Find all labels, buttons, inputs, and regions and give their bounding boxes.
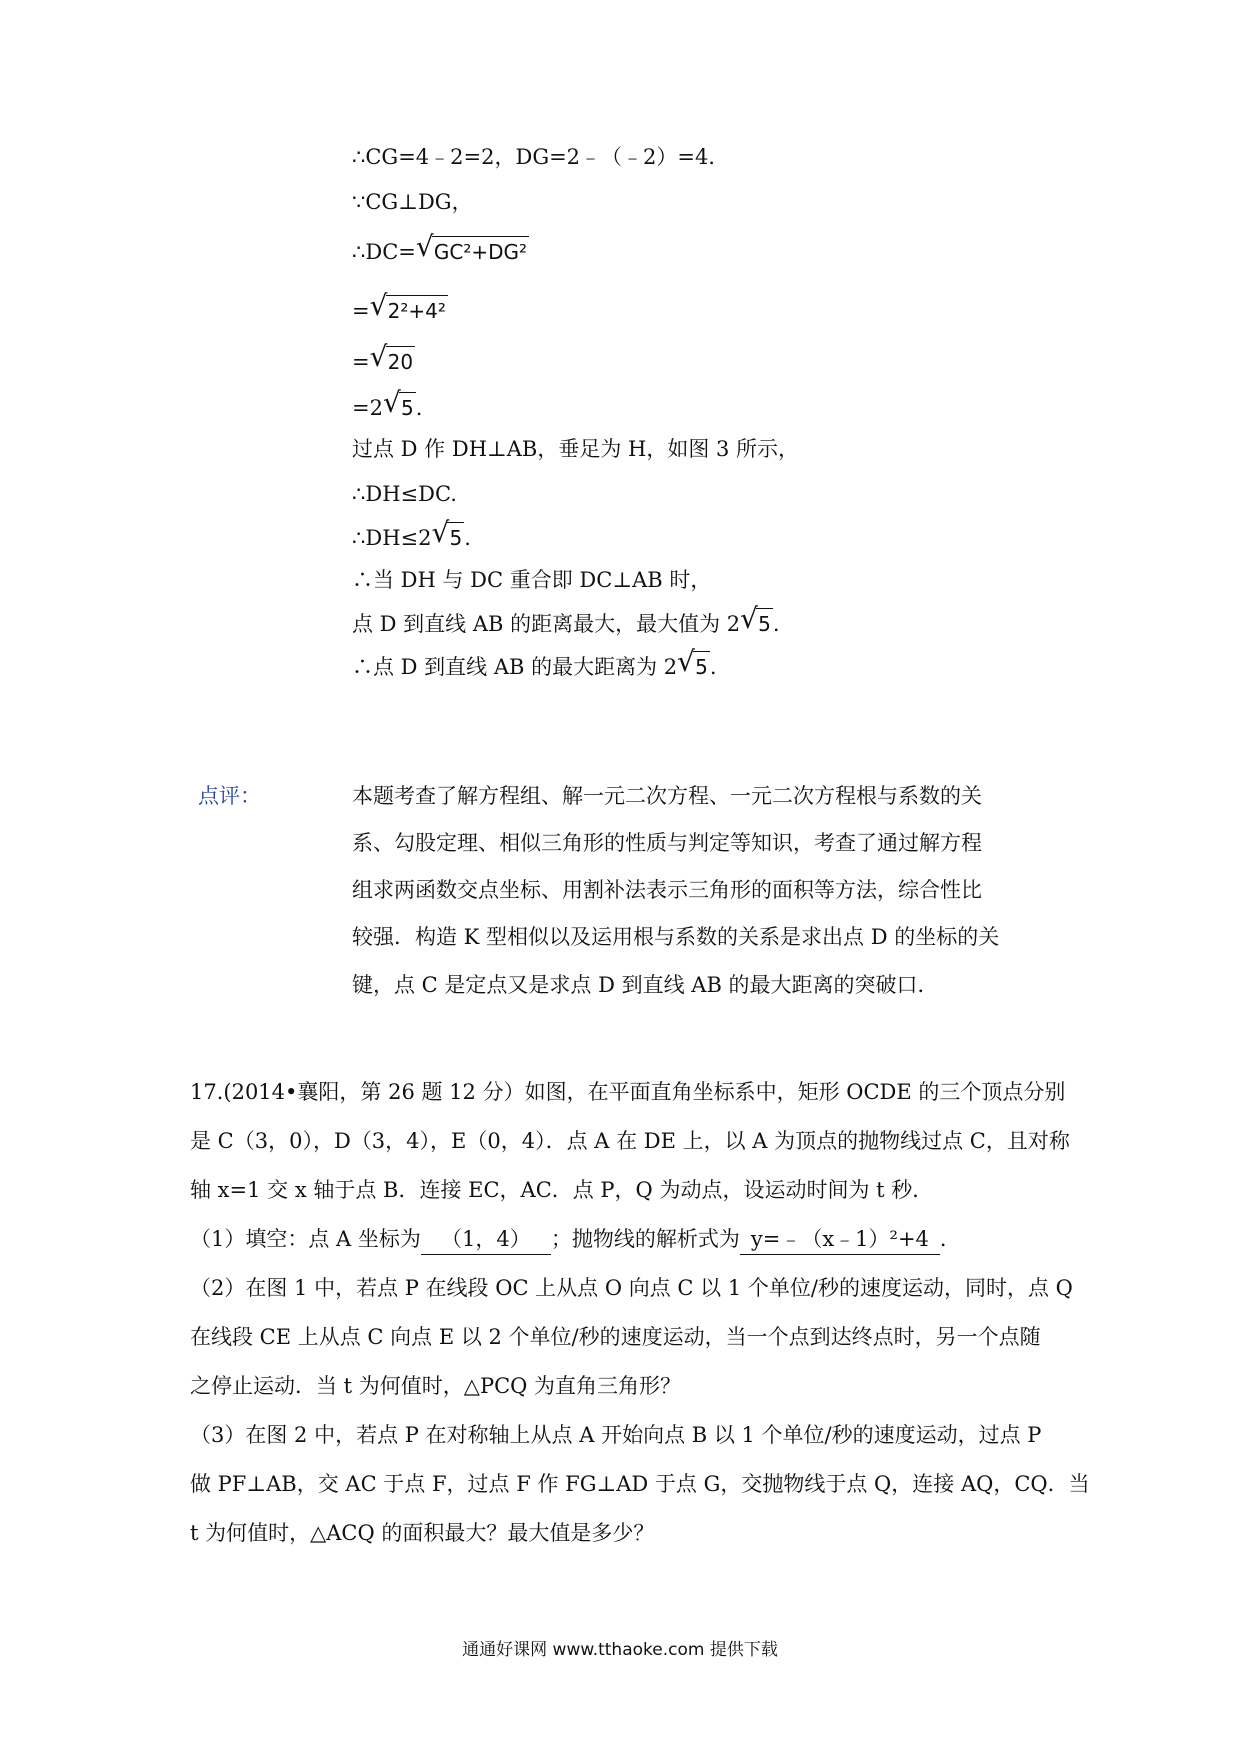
page-footer: 通通好课网 www.tthaoke.com 提供下载 <box>462 1640 778 1660</box>
radical-sign-icon: √ <box>369 289 388 322</box>
problem-part-3: t 为何值时，△ACQ 的面积最大？最大值是多少？ <box>190 1521 655 1545</box>
square-root-expression <box>415 230 529 267</box>
solution-line <box>352 289 448 326</box>
problem-part-3: （3）在图 2 中，若点 P 在对称轴上从点 A 开始向点 B 以 1 个单位/秒的速度运动，过点 P <box>190 1423 1042 1447</box>
answer-blank-parabola: y=﹣（x﹣1）²+4 <box>740 1224 940 1255</box>
problem-part-2: 之停止运动．当 t 为何值时，△PCQ 为直角三角形？ <box>190 1374 682 1398</box>
square-root-expression <box>740 602 773 639</box>
radicand: 20 <box>386 346 415 377</box>
problem-line: 17.(2014•襄阳，第 26 题 12 分）如图，在平面直角坐标系中，矩形 OCDE 的三个顶点分别 <box>190 1080 1066 1104</box>
problem-part-1 <box>190 1224 961 1255</box>
radical-sign-icon: √ <box>382 386 401 419</box>
solution-text: = <box>352 350 370 374</box>
part1-text: ． <box>939 1227 961 1251</box>
solution-text: ∴DC= <box>352 240 416 264</box>
solution-line <box>352 386 423 423</box>
solution-line: ∴DH≤DC. <box>352 482 457 506</box>
answer-blank-point-a: （1，4） <box>421 1224 551 1255</box>
solution-text: =2 <box>352 396 383 420</box>
part1-text: （1）填空：点 A 坐标为 <box>190 1227 421 1251</box>
problem-part-2: 在线段 CE 上从点 C 向点 E 以 2 个单位/秒的速度运动，当一个点到达终点时，另一个点随 <box>190 1325 1041 1349</box>
solution-text: 点 D 到直线 AB 的距离最大，最大值为 2 <box>352 612 741 636</box>
solution-line: ∵CG⊥DG， <box>352 190 473 214</box>
solution-line: ∴当 DH 与 DC 重合即 DC⊥AB 时， <box>352 568 712 592</box>
solution-text: . <box>464 526 471 550</box>
problem-line: 轴 x=1 交 x 轴于点 B．连接 EC，AC．点 P，Q 为动点，设运动时间为 t 秒． <box>190 1178 934 1202</box>
solution-text: . <box>415 396 423 420</box>
solution-line: ∴CG=4﹣2=2，DG=2﹣（﹣2）=4． <box>352 145 730 169</box>
part1-text: ；抛物线的解析式为 <box>550 1227 740 1251</box>
radicand: 5 <box>693 651 710 682</box>
square-root-expression <box>369 340 415 377</box>
problem-part-3: 做 PF⊥AB，交 AC 于点 F，过点 F 作 FG⊥AD 于点 G，交抛物线于点 Q，连接 AQ，CQ．当 <box>190 1472 1090 1496</box>
solution-text: ∴点 D 到直线 AB 的最大距离为 2 <box>352 655 678 679</box>
comment-line: 组求两函数交点坐标、用割补法表示三角形的面积等方法，综合性比 <box>352 878 982 902</box>
solution-line: 过点 D 作 DH⊥AB，垂足为 H，如图 3 所示， <box>352 437 800 461</box>
comment-line: 本题考查了解方程组、解一元二次方程、一元二次方程根与系数的关 <box>352 784 982 808</box>
comment-line: 较强．构造 K 型相似以及运用根与系数的关系是求出点 D 的坐标的关 <box>352 925 1000 949</box>
square-root-expression <box>677 645 710 682</box>
solution-text: . <box>772 612 780 636</box>
problem-line: 是 C（3，0），D（3，4），E（0，4）．点 A 在 DE 上，以 A 为顶点的抛物线过点 C，且对称 <box>190 1129 1070 1153</box>
problem-part-2: （2）在图 1 中，若点 P 在线段 OC 上从点 O 向点 C 以 1 个单位/秒的速度运动，同时，点 Q <box>190 1276 1073 1300</box>
radicand: 5 <box>399 392 416 423</box>
solution-text: = <box>352 299 370 323</box>
comment-line: 系、勾股定理、相似三角形的性质与判定等知识，考查了通过解方程 <box>352 831 982 855</box>
solution-line <box>352 230 529 267</box>
radicand: 2²+4² <box>386 295 448 326</box>
radical-sign-icon: √ <box>415 230 434 263</box>
radicand: GC²+DG² <box>432 236 529 267</box>
solution-line <box>352 645 717 682</box>
solution-text: ∴DH≤2 <box>352 526 432 550</box>
solution-line <box>352 340 415 377</box>
solution-line <box>352 516 471 553</box>
radical-sign-icon: √ <box>740 602 759 635</box>
radical-sign-icon: √ <box>369 340 388 373</box>
comment-line: 键，点 C 是定点又是求点 D 到直线 AB 的最大距离的突破口． <box>352 973 939 997</box>
square-root-expression <box>431 516 464 553</box>
square-root-expression <box>369 289 448 326</box>
radical-sign-icon: √ <box>677 645 696 678</box>
solution-line <box>352 602 780 639</box>
radicand: 5 <box>447 522 464 553</box>
square-root-expression <box>382 386 416 423</box>
solution-text: . <box>709 655 717 679</box>
radical-sign-icon: √ <box>431 516 450 549</box>
comment-label: 点评： <box>198 784 261 808</box>
radicand: 5 <box>756 608 773 639</box>
